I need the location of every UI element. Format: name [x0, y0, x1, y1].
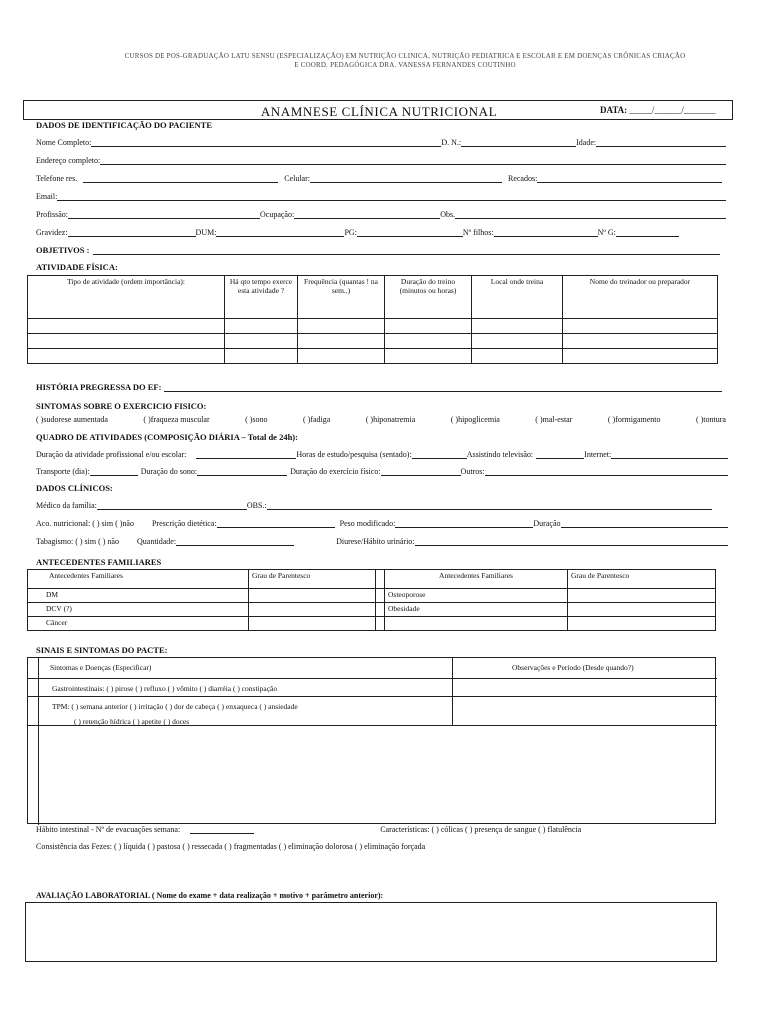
section-sintomas-exercicio: SINTOMAS SOBRE O EXERCICIO FISICO: — [36, 401, 207, 411]
row-medico — [36, 500, 712, 510]
sinais-col-sintomas: Sintomas e Doenças (Especificar) — [50, 663, 152, 672]
horas-estudo-label: Horas de estudo/pesquisa (sentado): — [296, 450, 412, 459]
checkbox-sudorese[interactable]: ( )sudorese aumentada — [36, 415, 108, 424]
row-tabagismo — [36, 536, 728, 546]
outros-label: Outros: — [460, 467, 485, 476]
peso-field[interactable] — [395, 518, 533, 528]
sintomas-exercicio-options — [36, 415, 726, 424]
duracao-prof-field[interactable] — [196, 449, 296, 459]
section-sinais-sintomas: SINAIS E SINTOMAS DO PACTE: — [36, 645, 168, 655]
antecedentes-col-1: Antecedentes Familiares — [46, 570, 249, 589]
row-quadro-2 — [36, 466, 728, 476]
atividade-row — [28, 349, 718, 364]
pg-label: PG: — [344, 228, 357, 237]
course-header-line1: CURSOS DE POS-GRADUAÇÃO LATU SENSU (ESPECIALIZAÇÃO) EM NUTRIÇÃO CLINICA, NUTRIÇÃO PEDIATRICA E ESCOLAR E EM DOENÇAS CRÔNICAS CRIAÇÃO — [124, 52, 686, 60]
habito-intestinal-field[interactable] — [190, 824, 254, 834]
date-label: DATA: — [600, 105, 628, 115]
idade-label: Idade: — [576, 138, 597, 147]
medico-field[interactable] — [97, 500, 247, 510]
gravidez-field[interactable] — [68, 227, 196, 237]
tabagismo-label[interactable]: Tabagismo: ( ) sim ( ) não — [36, 537, 119, 546]
objetivos-label: OBJETIVOS : — [36, 245, 90, 255]
duracao-field[interactable] — [561, 518, 729, 528]
ocupacao-field[interactable] — [294, 209, 440, 219]
section-quadro-atividades: QUADRO DE ATIVIDADES (COMPOSIÇÃO DIÁRIA – Total de 24h): — [36, 432, 298, 442]
recados-field[interactable] — [537, 173, 722, 183]
antecedente-dcv: DCV (?) — [28, 603, 249, 617]
transporte-field[interactable] — [90, 466, 138, 476]
telefones-label: Telefone res. — [36, 174, 78, 183]
duracao-prof-label: Duração da atividade profissional e/ou escolar: — [36, 450, 187, 459]
quantidade-label: Quantidade: — [136, 537, 177, 546]
row-gravidez — [36, 227, 679, 237]
row-profissao — [36, 209, 726, 219]
laboratorial-box[interactable] — [25, 902, 717, 962]
outros-field[interactable] — [485, 466, 728, 476]
antecedente-cancer: Câncer — [28, 617, 249, 631]
horas-estudo-field[interactable] — [412, 449, 467, 459]
tv-label: Assistindo televisão: — [466, 450, 534, 459]
gastro-options[interactable]: Gastrointestinais: ( ) pirose ( ) refluxo ( ) vômito ( ) diarréia ( ) constipação — [52, 684, 278, 693]
endereco-field[interactable] — [100, 155, 726, 165]
row-quadro-1 — [36, 449, 728, 459]
recados-label: Recados: — [507, 174, 538, 183]
row-aco — [36, 518, 728, 528]
endereco-label: Endereço completo: — [36, 156, 101, 165]
atividade-col-local: Local onde treina — [472, 276, 563, 319]
sinais-col-observacoes: Observações e Período (Desde quando?) — [512, 663, 634, 672]
prescricao-field[interactable] — [217, 518, 335, 528]
historia-label: HISTÓRIA PREGRESSA DO EF: — [36, 382, 162, 392]
checkbox-sono[interactable]: ( )sono — [245, 415, 268, 424]
ng-label: Nº G: — [597, 228, 616, 237]
exercicio-label: Duração do exercício físico: — [290, 467, 381, 476]
celular-field[interactable] — [310, 173, 502, 183]
objetivos-field[interactable] — [93, 245, 720, 255]
checkbox-hipoglicemia[interactable]: ( )hipoglicemia — [450, 415, 500, 424]
sono-field[interactable] — [197, 466, 287, 476]
row-telefones — [36, 173, 722, 183]
tpm-options-1[interactable]: TPM: ( ) semana anterior ( ) irritação ( ) dor de cabeça ( ) enxaqueca ( ) ansiedade — [52, 702, 298, 711]
clinicos-obs-label: OBS.: — [246, 501, 267, 510]
ng-field[interactable] — [616, 227, 679, 237]
grau-col-1: Grau de Parentesco — [249, 570, 376, 589]
checkbox-tontura[interactable]: ( )tontura — [695, 415, 726, 424]
title-box — [23, 100, 733, 120]
atividade-col-frequencia: Frequência (quantas ! na sem..) — [298, 276, 385, 319]
atividade-row — [28, 319, 718, 334]
nome-field[interactable] — [91, 137, 441, 147]
course-header — [80, 52, 730, 70]
peso-label: Peso modificado: — [339, 519, 396, 528]
atividade-col-tempo: Há qto tempo exerce esta atividade ? — [225, 276, 298, 319]
clinicos-obs-field[interactable] — [267, 500, 712, 510]
antecedentes-table — [27, 569, 716, 631]
checkbox-formigamento[interactable]: ( )formigamento — [607, 415, 661, 424]
dn-field[interactable] — [461, 137, 576, 147]
date-field[interactable] — [600, 105, 715, 115]
aco-label[interactable]: Aco. nutricional: ( ) sim ( )não — [36, 519, 134, 528]
row-objetivos — [36, 245, 720, 255]
consistencia-options[interactable]: Consistência das Fezes: ( ) líquida ( ) pastosa ( ) ressecada ( ) fragmentadas ( ) eliminação dolorosa ( ) eliminação forçada — [36, 842, 426, 851]
idade-field[interactable] — [596, 137, 726, 147]
nfilhos-field[interactable] — [494, 227, 598, 237]
date-mask: _____/______/_______ — [629, 105, 716, 115]
diurese-label: Diurese/Hábito urinário: — [336, 537, 415, 546]
sono-label: Duração do sono: — [140, 467, 198, 476]
tpm-options-2[interactable]: ( ) retenção hídrica ( ) apetite ( ) doces — [74, 717, 190, 726]
internet-label: Internet: — [584, 450, 612, 459]
row-nome — [36, 137, 726, 147]
atividade-table — [27, 275, 718, 364]
row-historia — [36, 382, 722, 392]
historia-field[interactable] — [164, 382, 722, 392]
habito-intestinal-label: Hábito intestinal - Nº de evacuações semana: — [36, 825, 181, 834]
antecedentes-row — [28, 603, 716, 617]
grau-col-2: Grau de Parentesco — [568, 570, 716, 589]
row-habito-intestinal — [36, 824, 726, 834]
internet-field[interactable] — [611, 449, 728, 459]
exercicio-field[interactable] — [381, 466, 461, 476]
caracteristicas-options[interactable]: Características: ( ) cólicas ( ) presença de sangue ( ) flatulência — [380, 825, 582, 834]
obs-field[interactable] — [455, 209, 726, 219]
antecedente-dm: DM — [28, 589, 249, 603]
profissao-field[interactable] — [68, 209, 260, 219]
prescricao-label: Prescrição dietética: — [151, 519, 217, 528]
antecedentes-row — [28, 617, 716, 631]
section-dados-clinicos: DADOS CLÍNICOS: — [36, 483, 113, 493]
nome-label: Nome Completo: — [36, 138, 92, 147]
pg-field[interactable] — [357, 227, 463, 237]
row-consistencia — [36, 842, 726, 851]
antecedente-empty — [385, 617, 568, 631]
sinais-table — [27, 657, 716, 824]
quantidade-field[interactable] — [176, 536, 294, 546]
medico-label: Médico da família: — [36, 501, 97, 510]
gravidez-label: Gravidez: — [36, 228, 68, 237]
sinais-notes-area[interactable] — [40, 727, 714, 822]
checkbox-fraqueza[interactable]: ( )fraqueza muscular — [143, 415, 210, 424]
course-header-line2: E COORD. PEDAGÓGICA DRA. VANESSA FERNANDES COUTINHO — [294, 61, 516, 69]
section-avaliacao-laboratorial: AVALIAÇÃO LABORATORIAL ( Nome do exame + data realização + motivo + parâmetro anterior): — [36, 891, 384, 900]
form-title: ANAMNESE CLÍNICA NUTRICIONAL — [260, 104, 498, 119]
atividade-col-treinador: Nome do treinador ou preparador — [563, 276, 718, 319]
antecedente-osteoporose: Osteoporose — [385, 589, 568, 603]
diurese-field[interactable] — [415, 536, 728, 546]
email-field[interactable] — [57, 191, 726, 201]
email-label: Email: — [36, 192, 58, 201]
nfilhos-label: Nº filhos: — [462, 228, 494, 237]
telefones-field[interactable] — [83, 173, 278, 183]
celular-label: Celular: — [284, 174, 310, 183]
row-email — [36, 191, 726, 201]
checkbox-mal-estar[interactable]: ( )mal-estar — [535, 415, 573, 424]
checkbox-fadiga[interactable]: ( )fadiga — [302, 415, 331, 424]
atividade-col-duracao: Duração do treino (minutos ou horas) — [385, 276, 472, 319]
checkbox-hiponatremia[interactable]: ( )hiponatremia — [365, 415, 416, 424]
atividade-col-tipo: Tipo de atividade (ordem importância): — [28, 276, 225, 319]
dum-field[interactable] — [216, 227, 344, 237]
section-atividade: ATIVIDADE FÍSICA: — [36, 262, 118, 272]
transporte-label: Transporte (dia): — [36, 467, 90, 476]
dn-label: D. N.: — [441, 138, 462, 147]
obs-label: Obs. — [440, 210, 456, 219]
section-identificacao: DADOS DE IDENTIFICAÇÃO DO PACIENTE — [36, 120, 213, 130]
row-endereco — [36, 155, 726, 165]
antecedentes-row — [28, 589, 716, 603]
tv-field[interactable] — [536, 449, 584, 459]
duracao-label: Duração — [533, 519, 561, 528]
dum-label: DUM: — [195, 228, 217, 237]
atividade-row — [28, 334, 718, 349]
antecedente-obesidade: Obesidade — [385, 603, 568, 617]
section-antecedentes: ANTECEDENTES FAMILIARES — [36, 557, 162, 567]
antecedentes-col-2: Antecedentes Familiares — [385, 570, 568, 589]
profissao-label: Profissão: — [36, 210, 68, 219]
ocupacao-label: Ocupação: — [260, 210, 295, 219]
